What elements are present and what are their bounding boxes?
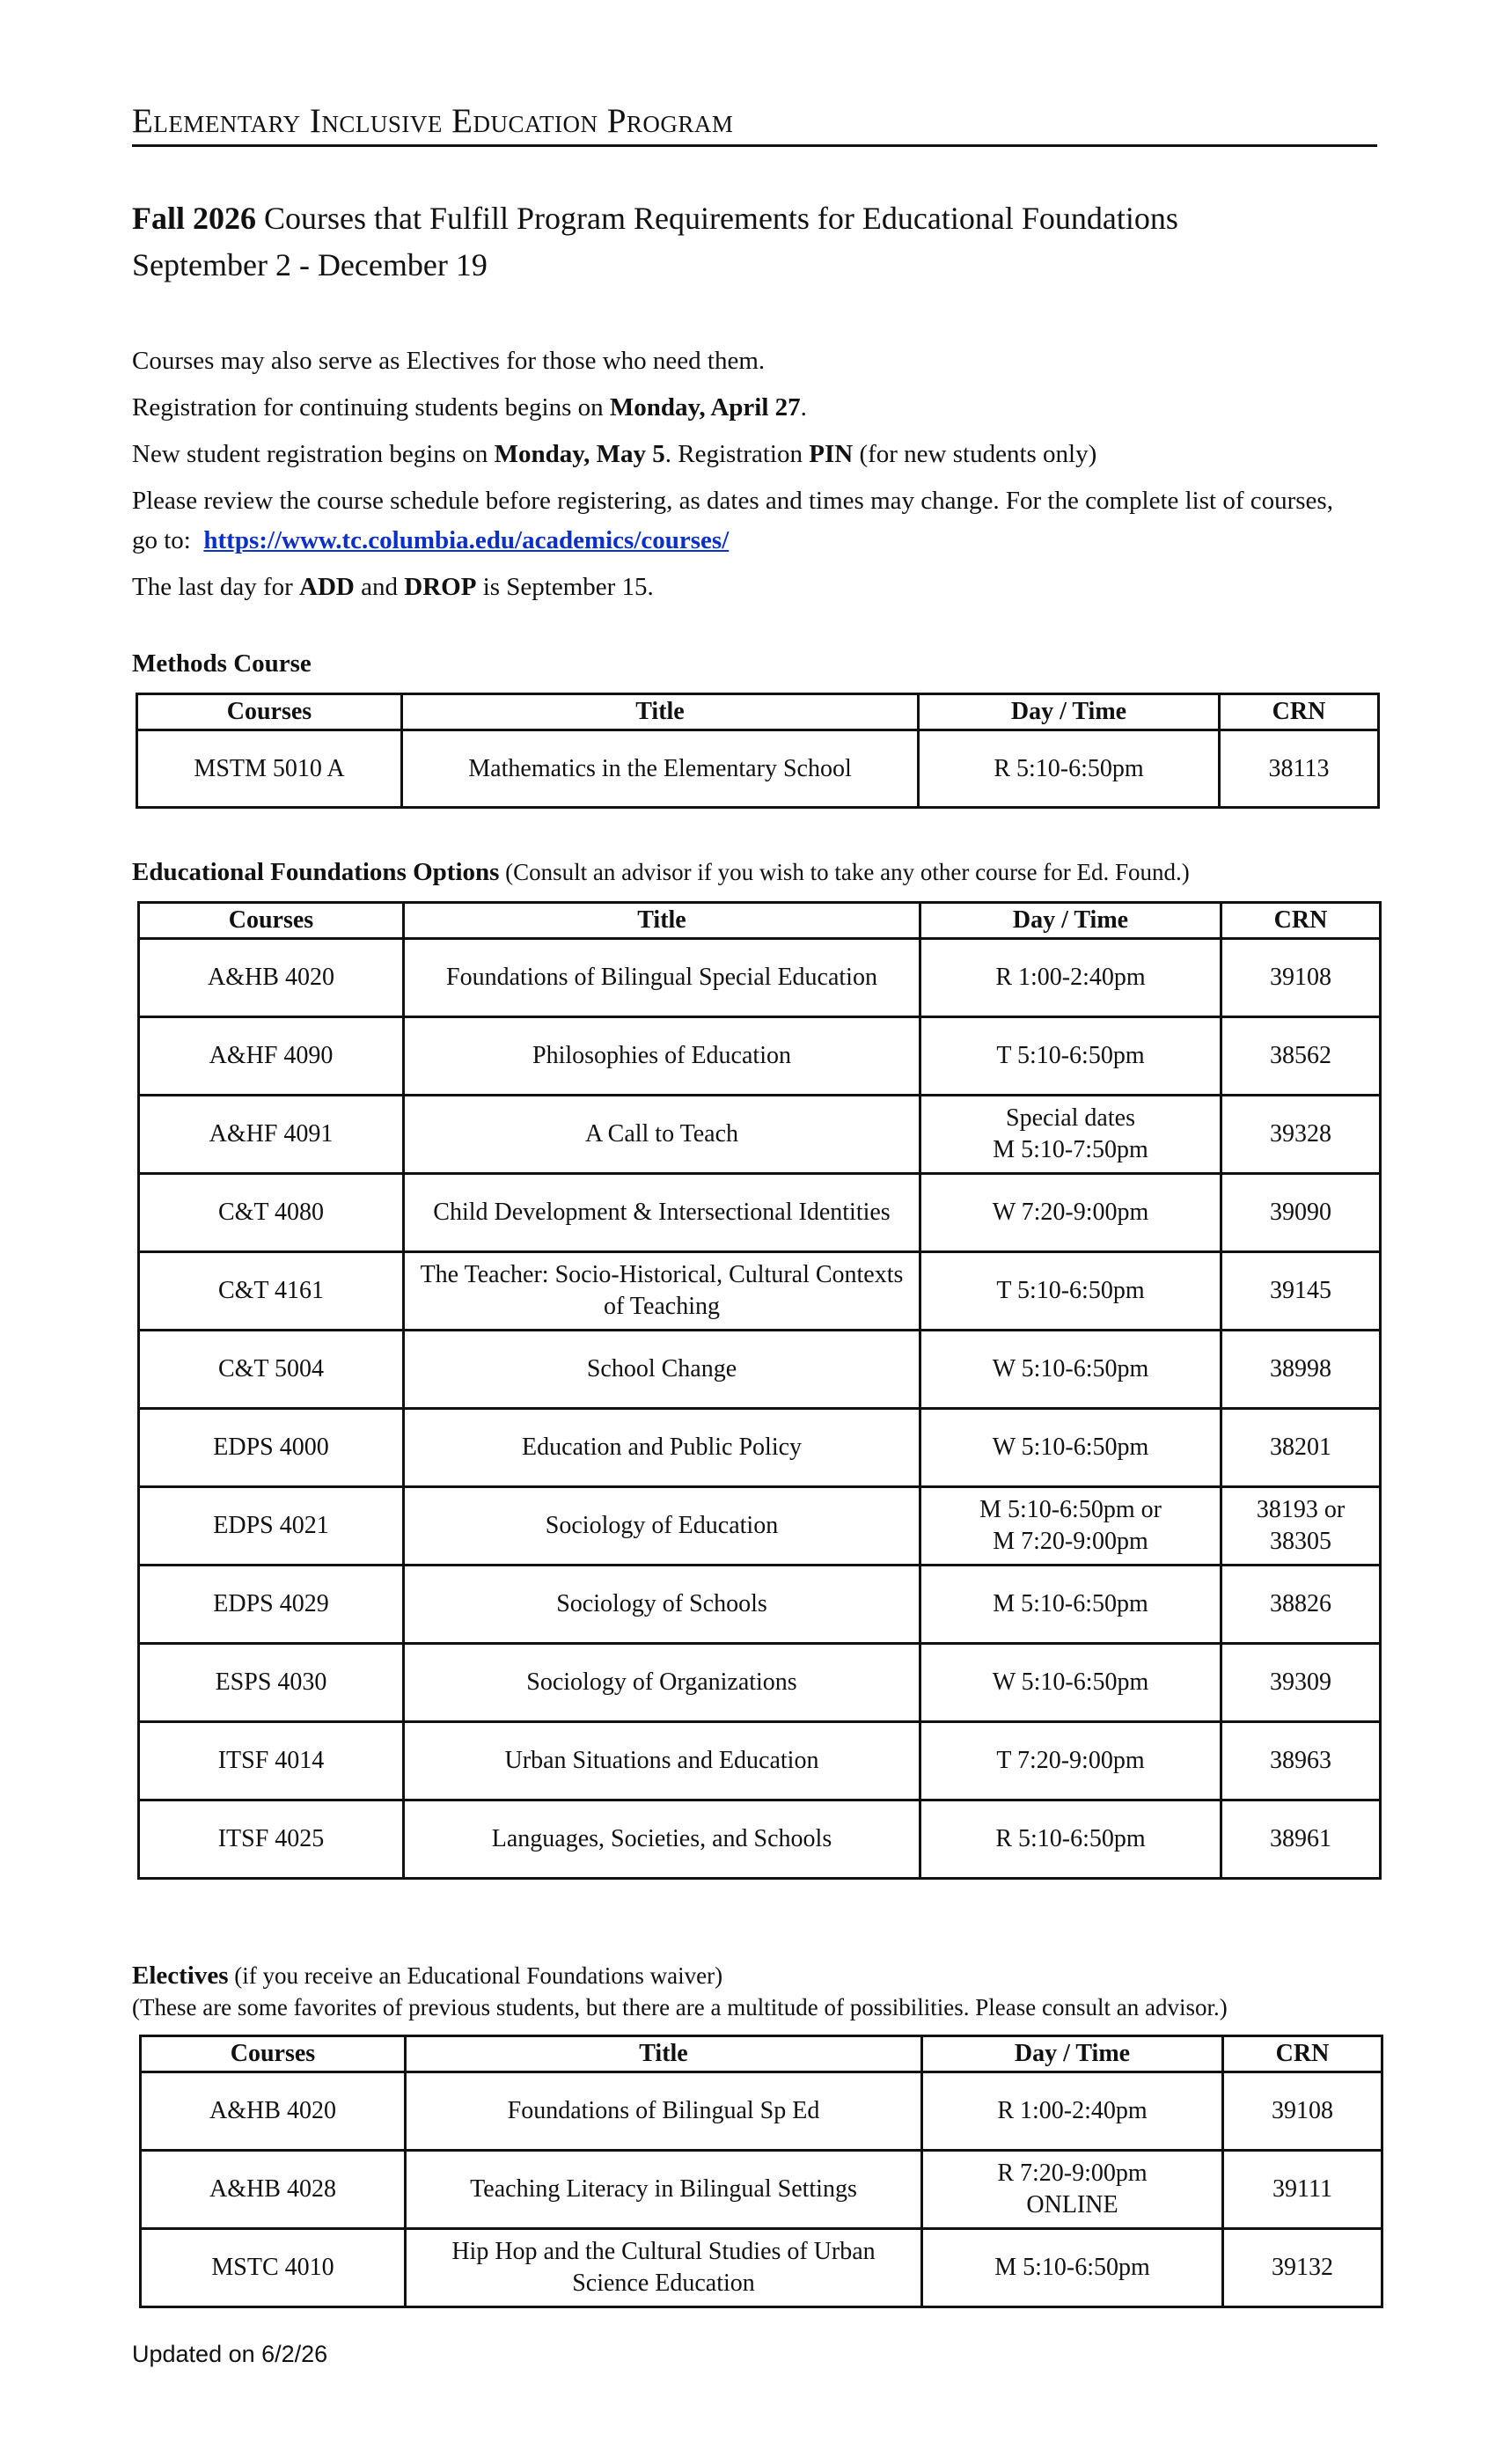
crn-cell: 38963 xyxy=(1221,1722,1381,1800)
electives-table xyxy=(139,2035,1383,2308)
course-code-cell: MSTM 5010 A xyxy=(137,730,402,808)
course-title-cell: The Teacher: Socio-Historical, Cultural Contexts of Teaching xyxy=(404,1252,920,1331)
foundations-heading: Educational Foundations Options (Consult an advisor if you wish to take any other course for Ed. Found.) xyxy=(132,858,1190,886)
table-row xyxy=(139,1252,1381,1331)
col-day-time: Day / Time xyxy=(920,903,1221,939)
table-row xyxy=(141,2229,1382,2307)
table-row xyxy=(139,1096,1381,1174)
crn-cell: 38113 xyxy=(1220,730,1379,808)
day-time-cell: Special dates M 5:10-7:50pm xyxy=(920,1096,1221,1174)
table-row xyxy=(139,1644,1381,1722)
day-time-cell: T 5:10-6:50pm xyxy=(920,1017,1221,1096)
day-time-cell: R 5:10-6:50pm xyxy=(920,1800,1221,1879)
day-time-cell: M 5:10-6:50pm xyxy=(922,2229,1223,2307)
col-title: Title xyxy=(406,2036,922,2072)
course-title-cell: Teaching Literacy in Bilingual Settings xyxy=(406,2151,922,2229)
col-day-time: Day / Time xyxy=(922,2036,1223,2072)
crn-cell: 39108 xyxy=(1223,2072,1382,2151)
foundations-table xyxy=(137,901,1382,1880)
crn-cell: 39090 xyxy=(1221,1174,1381,1252)
table-row xyxy=(139,939,1381,1017)
day-time-cell: W 5:10-6:50pm xyxy=(920,1331,1221,1409)
course-code-cell: ITSF 4014 xyxy=(139,1722,404,1800)
day-time-cell: R 1:00-2:40pm xyxy=(922,2072,1223,2151)
table-row xyxy=(139,1017,1381,1096)
course-code-cell: A&HB 4028 xyxy=(141,2151,406,2229)
course-title-cell: Education and Public Policy xyxy=(404,1409,920,1487)
course-title-cell: Foundations of Bilingual Special Education xyxy=(404,939,920,1017)
table-row xyxy=(137,730,1379,808)
table-row xyxy=(139,1722,1381,1800)
day-time-cell: R 7:20-9:00pm ONLINE xyxy=(922,2151,1223,2229)
course-code-cell: EDPS 4021 xyxy=(139,1487,404,1566)
term-dates: September 2 - December 19 xyxy=(132,247,488,282)
table-row xyxy=(141,2151,1382,2229)
col-crn: CRN xyxy=(1220,694,1379,730)
electives-subnote: (These are some favorites of previous students, but there are a multitude of possibilities. Please consult an advisor.) xyxy=(132,1994,1228,2020)
course-title-cell: Mathematics in the Elementary School xyxy=(402,730,919,808)
table-row xyxy=(141,2072,1382,2151)
course-code-cell: C&T 5004 xyxy=(139,1331,404,1409)
day-time-cell: M 5:10-6:50pm or M 7:20-9:00pm xyxy=(920,1487,1221,1566)
table-row xyxy=(139,1174,1381,1252)
crn-cell: 38998 xyxy=(1221,1331,1381,1409)
intro-line-add-drop: The last day for ADD and DROP is September 15. xyxy=(132,573,654,601)
course-code-cell: A&HF 4091 xyxy=(139,1096,404,1174)
table-row xyxy=(139,1409,1381,1487)
crn-cell: 38826 xyxy=(1221,1566,1381,1644)
course-title-cell: Urban Situations and Education xyxy=(404,1722,920,1800)
course-code-cell: EDPS 4029 xyxy=(139,1566,404,1644)
headline-text: Courses that Fulfill Program Requirements for Educational Foundations xyxy=(256,201,1178,236)
course-title-cell: Sociology of Organizations xyxy=(404,1644,920,1722)
day-time-cell: R 5:10-6:50pm xyxy=(919,730,1220,808)
intro-line-continuing: Registration for continuing students begins on Monday, April 27. xyxy=(132,393,807,422)
col-day-time: Day / Time xyxy=(919,694,1220,730)
intro-line-new-students: New student registration begins on Monday, May 5. Registration PIN (for new students only) xyxy=(132,440,1097,468)
col-title: Title xyxy=(402,694,919,730)
table-row xyxy=(139,1566,1381,1644)
col-crn: CRN xyxy=(1223,2036,1382,2072)
intro-notes xyxy=(132,338,1364,611)
updated-note: Updated on 6/2/26 xyxy=(132,2341,328,2367)
course-title-cell: Philosophies of Education xyxy=(404,1017,920,1096)
course-title-cell: Foundations of Bilingual Sp Ed xyxy=(406,2072,922,2151)
course-code-cell: A&HB 4020 xyxy=(141,2072,406,2151)
page-headline xyxy=(132,195,1377,289)
day-time-cell: W 7:20-9:00pm xyxy=(920,1174,1221,1252)
col-courses: Courses xyxy=(139,903,404,939)
crn-cell: 38562 xyxy=(1221,1017,1381,1096)
term-label: Fall 2026 xyxy=(132,201,256,236)
course-title-cell: Child Development & Intersectional Identities xyxy=(404,1174,920,1252)
crn-cell: 38201 xyxy=(1221,1409,1381,1487)
course-code-cell: MSTC 4010 xyxy=(141,2229,406,2307)
course-code-cell: ITSF 4025 xyxy=(139,1800,404,1879)
electives-heading: Electives (if you receive an Educational Foundations waiver) (These are some favorites of previous students, but there are a multitude of possibilities. Please consult an advisor.) xyxy=(132,1960,1228,2023)
day-time-cell: R 1:00-2:40pm xyxy=(920,939,1221,1017)
intro-line-electives: Courses may also serve as Electives for those who need them. xyxy=(132,347,766,375)
course-title-cell: Sociology of Schools xyxy=(404,1566,920,1644)
col-title: Title xyxy=(404,903,920,939)
crn-cell: 39132 xyxy=(1223,2229,1382,2307)
crn-cell: 38193 or 38305 xyxy=(1221,1487,1381,1566)
day-time-cell: M 5:10-6:50pm xyxy=(920,1566,1221,1644)
course-title-cell: Languages, Societies, and Schools xyxy=(404,1800,920,1879)
methods-heading: Methods Course xyxy=(132,649,312,678)
crn-cell: 39309 xyxy=(1221,1644,1381,1722)
course-code-cell: A&HB 4020 xyxy=(139,939,404,1017)
intro-line-review: Please review the course schedule before registering, as dates and times may change. For the complete list of courses, go to: https://www.tc.columbia.edu/academics/courses/ xyxy=(132,487,1333,554)
col-crn: CRN xyxy=(1221,903,1381,939)
col-courses: Courses xyxy=(137,694,402,730)
table-row xyxy=(139,1487,1381,1566)
course-code-cell: C&T 4161 xyxy=(139,1252,404,1331)
courses-link[interactable]: https://www.tc.columbia.edu/academics/courses/ xyxy=(203,526,730,554)
course-title-cell: A Call to Teach xyxy=(404,1096,920,1174)
col-courses: Courses xyxy=(141,2036,406,2072)
course-title-cell: Sociology of Education xyxy=(404,1487,920,1566)
crn-cell: 38961 xyxy=(1221,1800,1381,1879)
table-row xyxy=(139,1800,1381,1879)
crn-cell: 39328 xyxy=(1221,1096,1381,1174)
day-time-cell: W 5:10-6:50pm xyxy=(920,1644,1221,1722)
table-row xyxy=(139,1331,1381,1409)
course-title-cell: Hip Hop and the Cultural Studies of Urban Science Education xyxy=(406,2229,922,2307)
course-code-cell: A&HF 4090 xyxy=(139,1017,404,1096)
crn-cell: 39108 xyxy=(1221,939,1381,1017)
course-code-cell: ESPS 4030 xyxy=(139,1644,404,1722)
methods-table xyxy=(136,693,1380,809)
course-code-cell: C&T 4080 xyxy=(139,1174,404,1252)
day-time-cell: T 7:20-9:00pm xyxy=(920,1722,1221,1800)
day-time-cell: W 5:10-6:50pm xyxy=(920,1409,1221,1487)
crn-cell: 39145 xyxy=(1221,1252,1381,1331)
program-header: Elementary Inclusive Education Program xyxy=(132,99,1377,147)
crn-cell: 39111 xyxy=(1223,2151,1382,2229)
course-title-cell: School Change xyxy=(404,1331,920,1409)
course-code-cell: EDPS 4000 xyxy=(139,1409,404,1487)
day-time-cell: T 5:10-6:50pm xyxy=(920,1252,1221,1331)
